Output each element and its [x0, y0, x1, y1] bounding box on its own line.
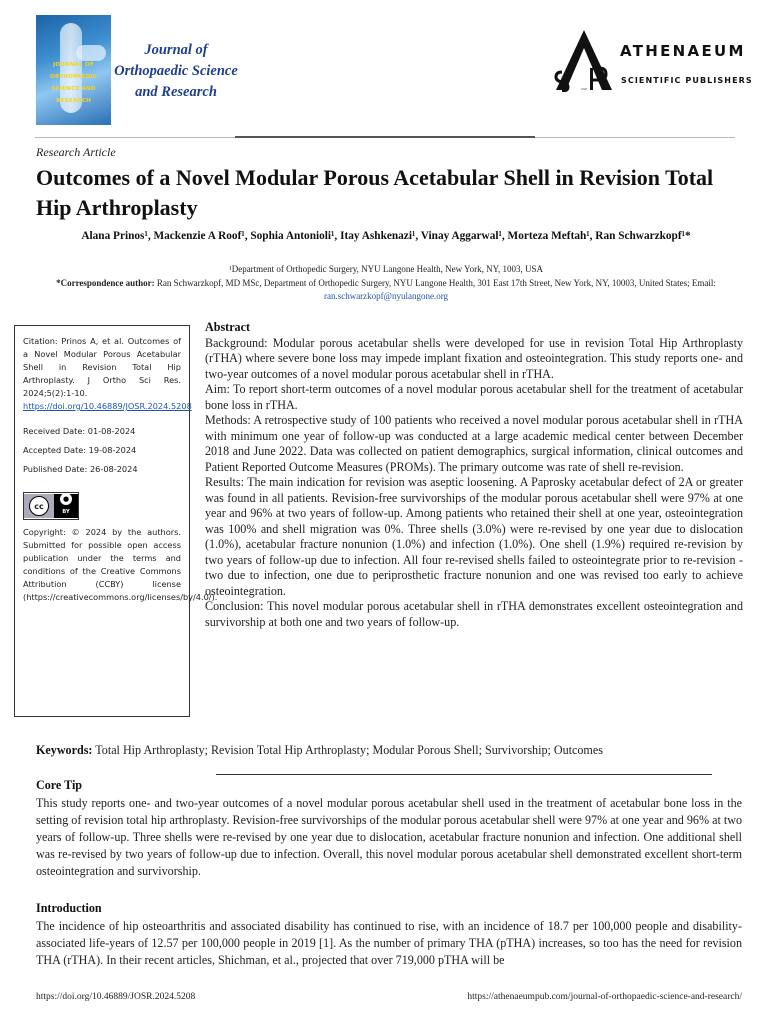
citation-text: Citation: Prinos A, et al. Outcomes of a Novel Modular Porous Acetabular Shell in Revision Total Hip Arthroplasty. J Ortho Sci Res. 2024;5(2):1-10. — [23, 336, 181, 398]
publisher-name: ATHENAEUM — [620, 42, 746, 60]
affiliation: ¹Department of Orthopedic Surgery, NYU Langone Health, New York, NY, 1003, USA — [229, 264, 543, 274]
journal-title — [112, 40, 240, 103]
footer-doi-link[interactable]: https://doi.org/10.46889/JOSR.2024.5208 — [36, 992, 196, 1002]
core-tip-divider — [216, 774, 712, 775]
abstract-conclusion: Conclusion: This novel modular porous acetabular shell in rTHA demonstrates excellent osteointegration and survivorship at both one and two years of follow-up. — [205, 599, 743, 629]
core-tip-text: This study reports one- and two-year outcomes of a novel modular porous acetabular shell used in the treatment of acetabular bone loss in the setting of revision total hip arthroplasty. Revision-free survivorships of the modular porous acetabular shell were 97% at one year and 96% at two years of follow-up. Three shells were re-revised by one year due to dislocation, acetabular fracture nonunion and infection. One additional shell was re-revised by two years of follow-up due to infection. Overall, this novel modular porous acetabular shell demonstrated excellent short-term osteointegration and survivorship. — [36, 796, 742, 878]
correspondence-label: *Correspondence author: — [56, 278, 155, 288]
by-label: BY — [62, 509, 70, 515]
abstract-results: Results: The main indication for revision was aseptic loosening. A Paprosky acetabular defect of 2A or greater was found in all patients. Revision-free survivorships of the modular porous acetabular shell were 97% at one year and 96% at two years of follow-up. Among patients who retained their shell at one year, osteointegration was 100% and shell migration was 0%. Three shells (3.0%) were re-revised by one year due to dislocation (1.0%), acetabular fracture nonunion (1.0%) and infection (1.0%). One shell (1.9%) required re-revision by two years of follow-up due to infection. All four re-revised shells failed to osteointegrate prior to re-revision - two due to infection, one due to periprosthetic fracture nonunion and one was revised too early to achieve osteointegration. — [205, 475, 743, 598]
accepted-date: Accepted Date: 19-08-2024 — [23, 445, 137, 455]
publisher-logo — [552, 28, 616, 92]
citation-sidebar — [14, 325, 218, 717]
publisher-logo-letters: ASP — [581, 87, 587, 91]
cover-text: JOURNAL OF ORTHOPAEDIC SCIENCE AND RESEARCH — [50, 62, 97, 104]
keywords — [36, 743, 751, 758]
abstract-methods: Methods: A retrospective study of 100 patients who received a novel modular porous acetabular shell in rTHA with minimum one year of follow-up was conducted at a large academic medical center between December 2018 and June 2022. Data was collected on patient demographics, surgical information, clinical outcomes and Patient Reported Outcome Measures (PROMs). The primary outcome was rate of shell re-revision. — [205, 413, 743, 474]
footer-journal-url-link[interactable]: https://athenaeumpub.com/journal-of-orthopaedic-science-and-research/ — [467, 992, 742, 1002]
correspondence — [36, 277, 736, 303]
publisher-subtitle: SCIENTIFIC PUBLISHERS — [621, 76, 753, 85]
cc-icon: cc — [29, 496, 49, 516]
article-title: Outcomes of a Novel Modular Porous Acetabular Shell in Revision Total Hip Arthroplasty — [36, 165, 714, 220]
correspondence-email-link[interactable]: ran.schwarzkopf@nyulangone.org — [323, 291, 449, 301]
journal-cover-image — [36, 15, 111, 125]
introduction-text: The incidence of hip osteoarthritis and associated disability has continued to rise, with an incidence of 18.7 per 100,000 people and disability-associated life-years of 12.57 per 100,000 people in 2019 [1]. As the number of primary THA (pTHA) increases, so too has the need for revision THA (rTHA). In their recent articles, Shichman, et al., projected that over 719,000 pTHA will be — [36, 919, 742, 967]
journal-title-line: Orthopaedic Science — [114, 63, 238, 79]
journal-title-line: Journal of — [144, 42, 208, 58]
citation-doi-link[interactable]: https://doi.org/10.46889/JOSR.2024.5208 — [23, 401, 192, 411]
dates-block — [23, 425, 181, 482]
cc-badge-right — [54, 494, 78, 518]
cc-badge-left — [24, 494, 54, 518]
correspondence-text: Ran Schwarzkopf, MD MSc, Department of Orthopedic Surgery, NYU Langone Health, 301 East 17th Street, New York, NY, 10003, United States; Email: — [154, 278, 716, 288]
abstract-section — [205, 320, 743, 630]
abstract-aim: Aim: To report short-term outcomes of a novel modular porous acetabular shell for the treatment of acetabular bone loss in rTHA. — [205, 382, 743, 412]
abstract-heading: Abstract — [205, 320, 251, 334]
attribution-person-icon: ● — [60, 493, 72, 505]
abstract-background: Background: Modular porous acetabular shells were developed for use in revision Total Hip Arthroplasty (rTHA) where severe bone loss may impede implant fixation and osteointegration. This study reports one- and two-year outcomes of a novel modular porous acetabular shell in rTHA. — [205, 335, 743, 381]
copyright-notice: Copyright: © 2024 by the authors. Submitted for possible open access publication under the terms and conditions of the Creative Commons Attribution (CCBY) license (https://creativecommons.org/licenses/by/4.0/). — [23, 527, 218, 602]
core-tip-heading: Core Tip — [36, 778, 83, 792]
keywords-text: Total Hip Arthroplasty; Revision Total Hip Arthroplasty; Modular Porous Shell; Survivorship; Outcomes — [92, 743, 603, 757]
article-type: Research Article — [36, 145, 116, 159]
keywords-label: Keywords: — [36, 743, 93, 757]
author-list: Alana Prinos¹, Mackenzie A Roof¹, Sophia Antonioli¹, Itay Ashkenazi¹, Vinay Aggarwal¹, Morteza Meftah¹, Ran Schwarzkopf¹* — [81, 230, 691, 242]
cc-by-license-badge[interactable] — [23, 492, 79, 520]
published-date: Published Date: 26-08-2024 — [23, 464, 138, 474]
journal-title-line: and Research — [135, 84, 217, 100]
header-divider-accent — [235, 136, 535, 138]
received-date: Received Date: 01-08-2024 — [23, 426, 136, 436]
citation-block — [23, 335, 192, 413]
introduction-heading: Introduction — [36, 901, 102, 915]
